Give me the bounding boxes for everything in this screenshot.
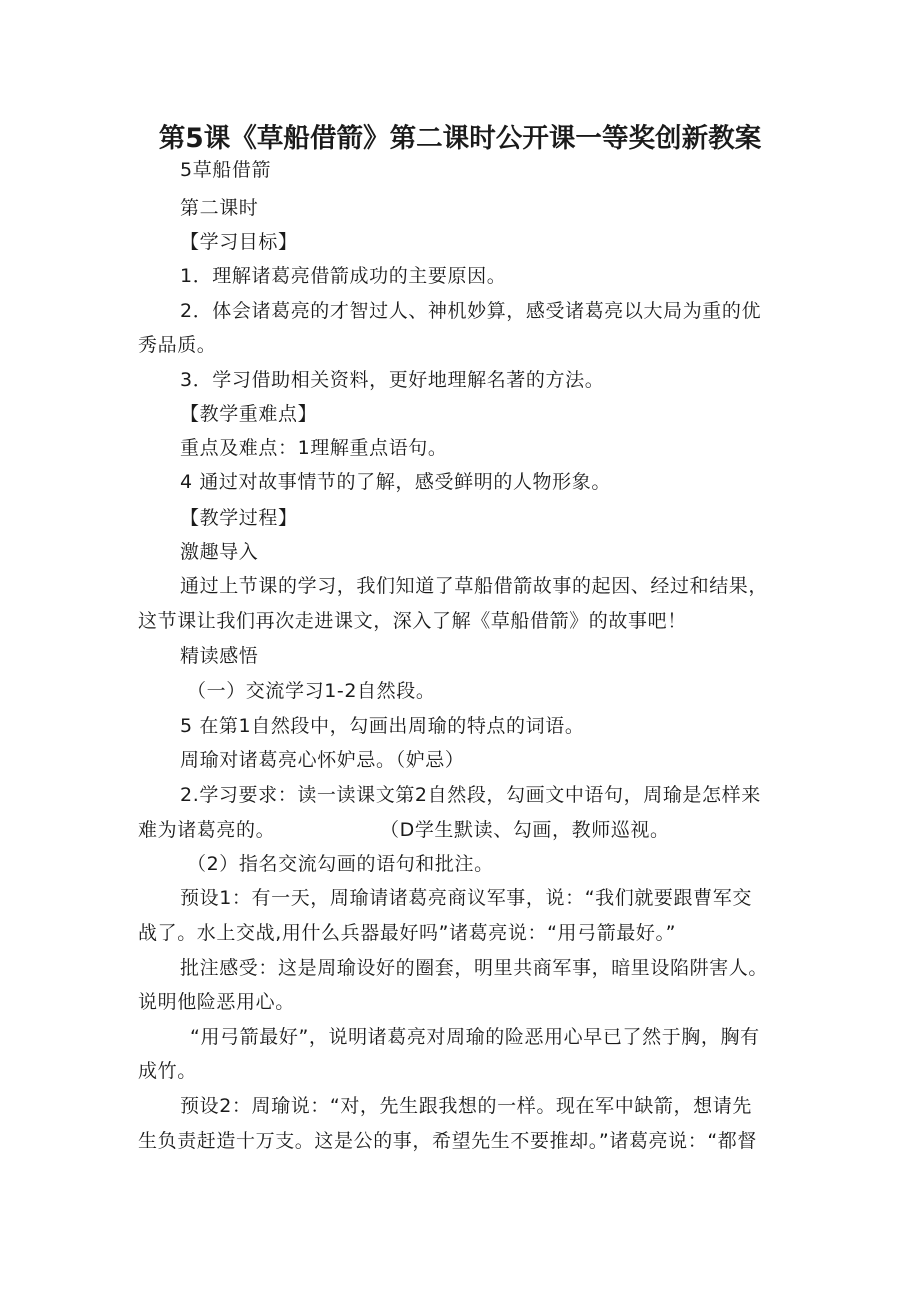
paragraph-line: 周瑜对诸葛亮心怀妒忌。（妒忌） [180,749,465,771]
paragraph-line: （一）交流学习1-2自然段。 [187,680,436,702]
paragraph-line: 生负责赶造十万支。这是公的事，希望先生不要推却。”诸葛亮说：“都督 [138,1130,757,1152]
paragraph-line: 预设1：有一天，周瑜请诸葛亮商议军事，说：“我们就要跟曹军交 [180,887,752,909]
paragraph-line: “用弓箭最好”，说明诸葛亮对周瑜的险恶用心早已了然于胸，胸有 [190,1026,760,1048]
paragraph-line: 2．体会诸葛亮的才智过人、神机妙算，感受诸葛亮以大局为重的优 [180,300,762,322]
paragraph-line: 难为诸葛亮的。 [138,819,276,841]
paragraph-line: 批注感受：这是周瑜设好的圈套，明里共商军事，暗里设陷阱害人。 [180,957,769,979]
paragraph-line: （2）指名交流勾画的语句和批注。 [187,853,494,875]
paragraph-line: 通过上节课的学习，我们知道了草船借箭故事的起因、经过和结果， [180,575,769,597]
section-heading-key-points: 【教学重难点】 [180,403,318,425]
paragraph-line: 重点及难点：1理解重点语句。 [180,437,448,459]
paragraph-line: 这节课让我们再次走进课文，深入了解《草船借箭》的故事吧！ [138,610,687,632]
paragraph-line: 2.学习要求：读一读课文第2自然段，勾画文中语句，周瑜是怎样来 [180,784,761,806]
section-heading-process: 【教学过程】 [180,507,298,529]
lesson-name: 5草船借箭 [180,159,272,181]
paragraph-line: （D学生默读、勾画，教师巡视。 [380,819,670,841]
paragraph-line: 战了。水上交战,用什么兵器最好吗”诸葛亮说：“用弓箭最好。” [138,922,677,944]
paragraph-line: 说明他险恶用心。 [138,991,295,1013]
paragraph-line: 3．学习借助相关资料，更好地理解名著的方法。 [180,369,605,391]
document-title: 第5课《草船借箭》第二课时公开课一等奖创新教案 [158,123,762,154]
subheading-reading: 精读感悟 [180,645,259,667]
paragraph-line: 预设2：周瑜说：“对，先生跟我想的一样。现在军中缺箭，想请先 [180,1095,752,1117]
paragraph-line: 成竹。 [138,1060,197,1082]
paragraph-line: 4 通过对故事情节的了解，感受鲜明的人物形象。 [180,471,611,493]
section-heading-objectives: 【学习目标】 [180,231,298,253]
subheading-intro: 激趣导入 [180,541,259,563]
paragraph-line: 1．理解诸葛亮借箭成功的主要原因。 [180,265,507,287]
period-label: 第二课时 [180,197,259,219]
paragraph-line: 秀品质。 [138,334,217,356]
paragraph-line: 5 在第1自然段中，勾画出周瑜的特点的词语。 [180,715,585,737]
